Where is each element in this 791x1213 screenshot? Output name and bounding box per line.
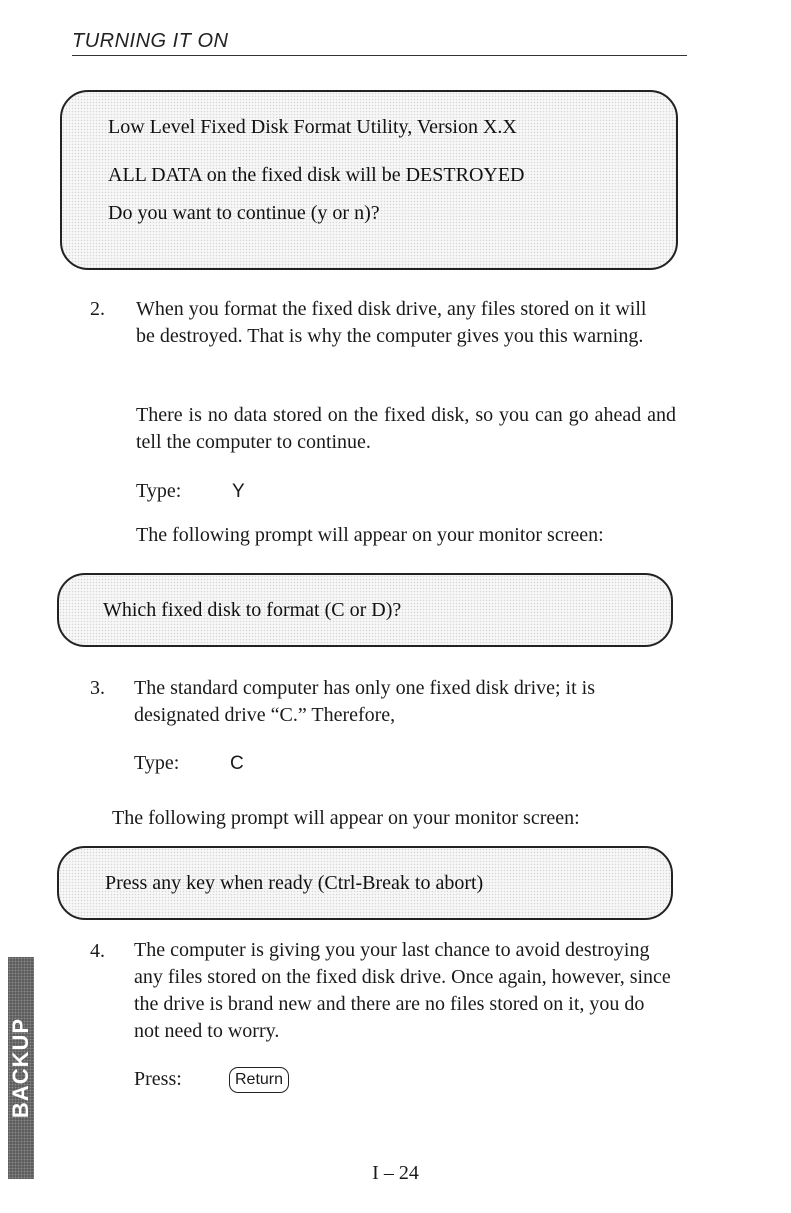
- step-text: The standard computer has only one fixed disk drive; it is designated drive “C.” Therefore,: [134, 677, 596, 726]
- step-note: There is no data stored on the fixed disk, so you can go ahead and tell the computer to continue.: [136, 404, 676, 453]
- screen-format-warning: [60, 90, 678, 270]
- screen-line: Press any key when ready (Ctrl-Break to abort): [105, 872, 484, 894]
- step-number: 4.: [90, 940, 105, 962]
- screen-press-key: [57, 846, 673, 920]
- screen-line: Low Level Fixed Disk Format Utility, Version X.X: [108, 116, 517, 138]
- section-tab-label: BACKUP: [8, 1017, 33, 1119]
- press-instruction: [134, 1068, 284, 1091]
- type-label: Type:: [134, 752, 180, 774]
- type-instruction: [134, 752, 244, 775]
- type-instruction: [136, 480, 245, 503]
- screen-line: Which fixed disk to format (C or D)?: [103, 599, 402, 621]
- screen-which-disk: [57, 573, 673, 647]
- type-value: C: [230, 753, 244, 774]
- step-text: The computer is giving you your last chance to avoid destroying any files stored on the fixed disk drive. Once again, however, since the drive is brand new and there are no files stored on it, you do not need to worry.: [134, 939, 671, 1042]
- step-number: 2.: [90, 298, 105, 320]
- press-label: Press:: [134, 1068, 182, 1090]
- section-tab: [8, 957, 34, 1179]
- step-text: When you format the fixed disk drive, any files stored on it will be destroyed. That is why the computer gives you this warning.: [136, 298, 647, 347]
- screen-line: Do you want to continue (y or n)?: [108, 202, 380, 224]
- prompt-intro: The following prompt will appear on your monitor screen:: [136, 524, 604, 546]
- page-number: I – 24: [372, 1162, 419, 1184]
- type-value: Y: [232, 481, 245, 502]
- page-header: TURNING IT ON: [72, 30, 687, 56]
- return-key: Return: [229, 1067, 289, 1093]
- type-label: Type:: [136, 480, 182, 502]
- prompt-intro: The following prompt will appear on your monitor screen:: [112, 807, 580, 829]
- screen-line: ALL DATA on the fixed disk will be DESTROYED: [108, 164, 525, 186]
- step-number: 3.: [90, 677, 105, 699]
